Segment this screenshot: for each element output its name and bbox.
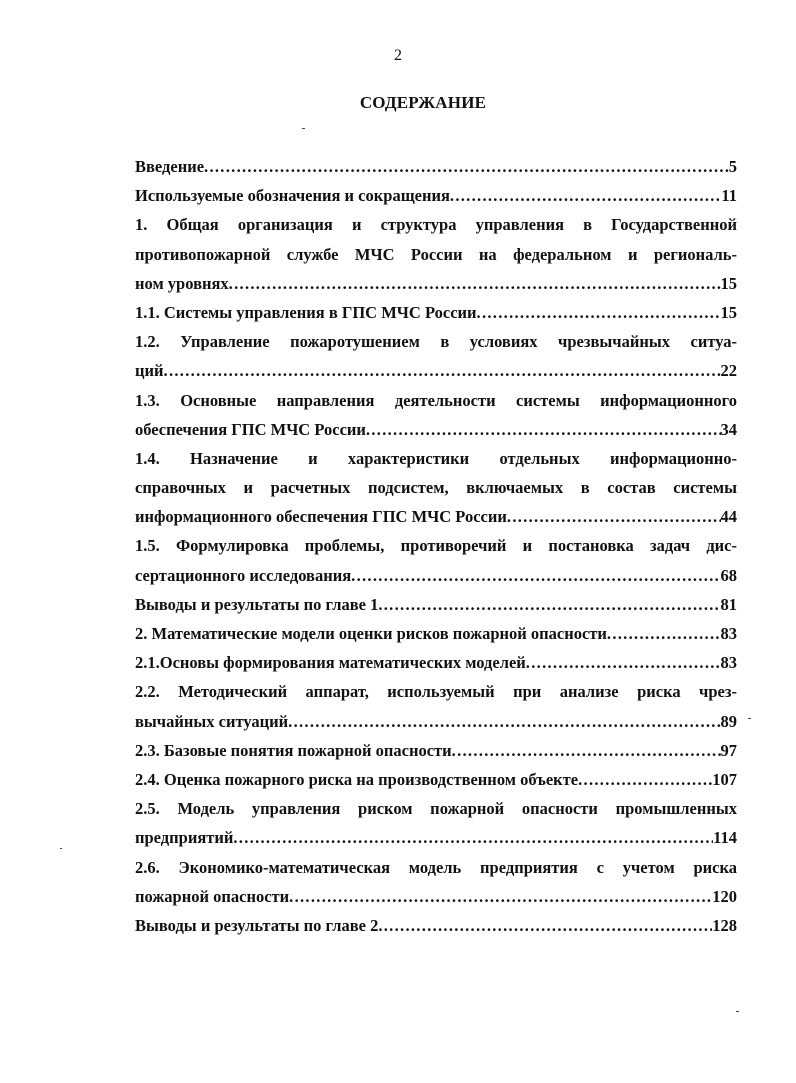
toc-page-number: 83 bbox=[720, 653, 737, 673]
toc-leader-dots bbox=[204, 152, 729, 181]
toc-leader-dots bbox=[366, 415, 721, 444]
toc-page-number: 114 bbox=[713, 828, 737, 848]
toc-entry-section-1-3-line-1: 1.3. Основные направления деятельности системы информационного bbox=[135, 390, 737, 410]
toc-entry-section-1-2-line-2 bbox=[135, 356, 737, 385]
scan-speck bbox=[748, 718, 751, 719]
toc-entry-section-1-3-line-2 bbox=[135, 415, 737, 444]
scan-speck bbox=[736, 1011, 739, 1012]
toc-entry-text: предприятий bbox=[135, 828, 234, 848]
toc-entry-section-2-6-line-2 bbox=[135, 882, 737, 911]
toc-entry-text: информационного обеспечения ГПС МЧС России bbox=[135, 507, 507, 527]
toc-leader-dots bbox=[452, 736, 721, 765]
toc-leader-dots bbox=[607, 619, 721, 648]
toc-entry-text: 1.1. Системы управления в ГПС МЧС России bbox=[135, 302, 477, 322]
scan-speck bbox=[302, 128, 305, 129]
toc-leader-dots bbox=[526, 648, 721, 677]
toc-entry-text: Введение bbox=[135, 157, 205, 176]
toc-entry-section-1-4-line-1: 1.4. Назначение и характеристики отдельных информационно- bbox=[135, 448, 737, 468]
toc-entry-text: вычайных ситуаций bbox=[135, 711, 289, 731]
toc-page-number: 83 bbox=[720, 624, 737, 643]
toc-entry-conclusions-2 bbox=[135, 911, 737, 940]
toc-page-number: 68 bbox=[720, 565, 737, 585]
table-of-contents bbox=[135, 152, 737, 940]
toc-entry-section-2-1 bbox=[135, 648, 737, 677]
toc-entry-chapter-1-line-3 bbox=[135, 269, 737, 298]
toc-page-number: 128 bbox=[712, 915, 737, 935]
toc-entry-section-1-1 bbox=[135, 298, 737, 327]
toc-leader-dots bbox=[288, 707, 720, 736]
toc-entry-text: 2.3. Базовые понятия пожарной опасности bbox=[135, 740, 452, 760]
toc-leader-dots bbox=[450, 181, 722, 210]
toc-entry-chapter-2 bbox=[135, 619, 737, 648]
toc-entry-section-1-5-line-2 bbox=[135, 561, 737, 590]
toc-entry-section-1-4-line-2: справочных и расчетных подсистем, включаемых в состав системы bbox=[135, 478, 737, 498]
toc-entry-text: ном уровнях bbox=[135, 273, 229, 293]
toc-entry-section-2-2-line-1: 2.2. Методический аппарат, используемый при анализе риска чрез- bbox=[135, 682, 737, 702]
toc-entry-text: Выводы и результаты по главе 1 bbox=[135, 594, 379, 614]
toc-leader-dots bbox=[378, 590, 720, 619]
toc-page-number: 97 bbox=[720, 740, 737, 760]
toc-entry-conclusions-1 bbox=[135, 590, 737, 619]
toc-leader-dots bbox=[578, 765, 712, 794]
toc-leader-dots bbox=[351, 561, 720, 590]
toc-entry-text: Используемые обозначения и сокращения bbox=[135, 186, 450, 206]
toc-page-number: 44 bbox=[720, 507, 737, 527]
toc-page-number: 15 bbox=[720, 302, 737, 322]
toc-leader-dots bbox=[477, 298, 721, 327]
toc-entry-section-2-5-line-1: 2.5. Модель управления риском пожарной опасности промышленных bbox=[135, 799, 737, 819]
toc-page-number: 34 bbox=[720, 419, 737, 439]
toc-entry-section-2-2-line-2 bbox=[135, 707, 737, 736]
toc-entry-text: обеспечения ГПС МЧС России bbox=[135, 419, 366, 439]
toc-leader-dots bbox=[233, 823, 713, 852]
toc-entry-introduction bbox=[135, 152, 737, 181]
toc-entry-chapter-1-line-2: противопожарной службе МЧС России на федеральном и региональ- bbox=[135, 244, 737, 264]
toc-entry-section-2-5-line-2 bbox=[135, 823, 737, 852]
toc-entry-section-1-5-line-1: 1.5. Формулировка проблемы, противоречий и постановка задач дис- bbox=[135, 536, 737, 556]
toc-entry-section-1-4-line-3 bbox=[135, 502, 737, 531]
toc-page-number: 107 bbox=[712, 769, 737, 789]
toc-page-number: 89 bbox=[720, 711, 737, 731]
toc-leader-dots bbox=[378, 911, 712, 940]
toc-leader-dots bbox=[229, 269, 721, 298]
toc-page-number: 11 bbox=[721, 186, 737, 206]
toc-leader-dots bbox=[289, 882, 712, 911]
toc-page-number: 5 bbox=[728, 157, 737, 176]
toc-page-number: 120 bbox=[712, 886, 737, 906]
toc-entry-text: 2. Математические модели оценки рисков пожарной опасности bbox=[135, 624, 607, 643]
toc-entry-section-2-4 bbox=[135, 765, 737, 794]
scan-speck bbox=[60, 848, 62, 849]
toc-entry-section-2-3 bbox=[135, 736, 737, 765]
toc-entry-text: пожарной опасности bbox=[135, 886, 290, 906]
toc-leader-dots bbox=[507, 502, 721, 531]
toc-title: СОДЕРЖАНИЕ bbox=[359, 93, 487, 112]
toc-entry-abbreviations bbox=[135, 181, 737, 210]
toc-entry-text: 2.4. Оценка пожарного риска на производственном объекте bbox=[135, 769, 579, 789]
toc-entry-text: сертационного исследования bbox=[135, 565, 352, 585]
toc-leader-dots bbox=[164, 356, 721, 385]
toc-page-number: 22 bbox=[720, 361, 737, 381]
toc-entry-text: Выводы и результаты по главе 2 bbox=[135, 915, 379, 935]
toc-entry-chapter-1-line-1: 1. Общая организация и структура управления в Государственной bbox=[135, 215, 737, 235]
toc-entry-text: ций bbox=[135, 361, 164, 381]
toc-page-number: 15 bbox=[720, 273, 737, 293]
toc-page-number: 81 bbox=[720, 594, 737, 614]
toc-entry-text: 2.1.Основы формирования математических моделей bbox=[135, 653, 526, 673]
toc-entry-section-1-2-line-1: 1.2. Управление пожаротушением в условиях чрезвычайных ситуа- bbox=[135, 332, 737, 352]
page-number: 2 bbox=[394, 47, 402, 64]
toc-entry-section-2-6-line-1: 2.6. Экономико-математическая модель предприятия с учетом риска bbox=[135, 857, 737, 877]
